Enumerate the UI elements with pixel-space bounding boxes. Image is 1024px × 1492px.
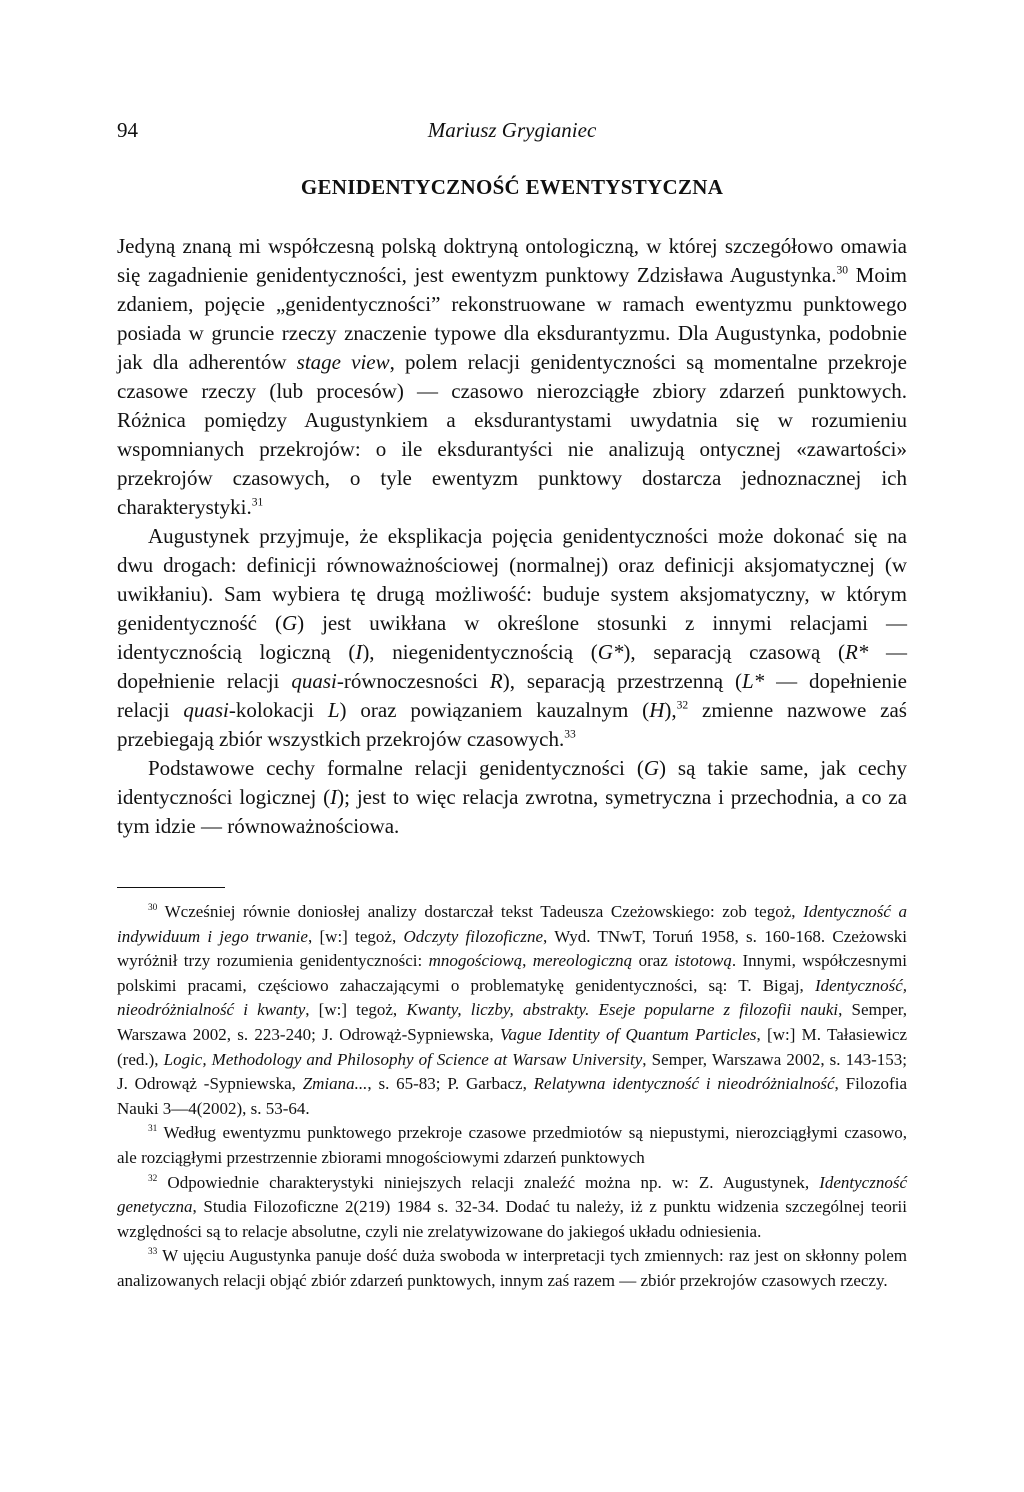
- footnote-ref[interactable]: 31: [251, 496, 264, 509]
- main-text: [117, 232, 907, 841]
- footnote-ref[interactable]: 30: [836, 264, 849, 277]
- footnote: $^{30}$ Wcześniej równie doniosłej analizy dostarczał tekst Tadeusza Czeżowskiego: zob tegoż, Identyczność a indywiduum i jego trwanie, [w:] tegoż, Odczyty filozoficzne, Wyd. TNwT, Toruń 1958, s. 160-168. Czeżowski wyróżnił trzy rozumienia genidentyczności: mnogościową, mereologiczną oraz istotową. Innymi, współczesnymi polskimi pracami, częściowo zahaczającymi o problematykę genidentyczności, są: T. Bigaj, Identyczność, nieodróżnialność i kwanty, [w:] tegoż, Kwanty, liczby, abstrakty. Eseje popularne z filozofii nauki, Semper, Warszawa 2002, s. 223-240; J. Odrowąż-Sypniewska, Vague Identity of Quantum Particles, [w:] M. Tałasiewicz (red.), Logic, Methodology and Philosophy of Science at Warsaw University, Semper, Warszawa 2002, s. 143-153; J. Odrowąż -Sypniewska, Zmiana..., s. 65-83; P. Garbacz, Relatywna identyczność i nieodróżnialność, Filozofia Nauki 3—4(2002), s. 53-64.: [117, 902, 908, 1118]
- footnote-ref[interactable]: 33: [564, 728, 576, 741]
- footnote-ref[interactable]: 32: [676, 699, 689, 712]
- page-number: 94: [117, 118, 138, 142]
- footnote-number: 31: [148, 1124, 158, 1135]
- footnote-number: 33: [148, 1247, 158, 1258]
- footnote: $^{32}$ Odpowiednie charakterystyki niniejszych relacji znaleźć można np. w: Z. Augustynek, Identyczność genetyczna, Studia Filozoficzne 2(219) 1984 s. 32-34. Dodać tu należy, iż z punktu widzenia szczególnej teorii względności są to relacje absolutne, czyli nie zrelatywizowane do jakiegoś układu odniesienia.: [117, 1172, 907, 1241]
- footnote-number: 30: [148, 903, 158, 913]
- footnote: $^{33}$ W ujęciu Augustynka panuje dość duża swoboda w interpretacji tych zmiennych: raz jest on skłonny polem analizowanych relacji objąć zbiór zdarzeń punktowych, innym zaś razem — zbiór przekrojów czasowych rzeczy.: [117, 1246, 907, 1290]
- paragraph: Podstawowe cechy formalne relacji genidentyczności (G) są takie same, jak cechy identyczności logicznej (I); jest to więc relacja zwrotna, symetryczna i przechodnia, a co za tym idzie — równoważnościowa.: [117, 756, 907, 838]
- page-header: [117, 118, 907, 148]
- footnote-separator: [117, 887, 225, 888]
- footnote-number: 32: [148, 1173, 158, 1184]
- paragraph: Jedyną znaną mi współczesną polską doktryną ontologiczną, w której szczegółowo omawia się zagadnienie genidentyczności, jest ewentyzm punktowy Zdzisława Augustynka.$^{30}$ Moim zdaniem, pojęcie „genidentyczności” rekonstruowane w ramach ewentyzmu punktowego posiada w gruncie rzeczy znaczenie typowe dla eksdurantyzmu. Dla Augustynka, podobnie jak dla adherentów stage view, polem relacji genidentyczności są momentalne przekroje czasowe rzeczy (lub procesów) — czasowo nierozciągłe zbiory zdarzeń punktowych. Różnica pomiędzy Augustynkiem a eksdurantystami uwydatnia się w rozumieniu wspomnianych przekrojów: o ile eksdurantyści nie analizują ontycznej «zawartości» przekrojów czasowych, o tyle ewentyzm punktowy dostarcza jednoznacznej ich charakterystyki.$^{31}$: [117, 234, 907, 519]
- running-head-author: Mariusz Grygianiec: [427, 118, 597, 142]
- footnotes: [117, 900, 907, 1294]
- section-title: GENIDENTYCZNOŚĆ EWENTYSTYCZNA: [300, 175, 724, 199]
- footnote: $^{31}$ Według ewentyzmu punktowego przekroje czasowe przedmiotów są niepustymi, nierozciągłymi czasowo, ale rozciągłymi przestrzennie zbiorami mnogościowymi zdarzeń punktowych: [117, 1123, 907, 1167]
- paragraph: Augustynek przyjmuje, że eksplikacja pojęcia genidentyczności może dokonać się na dwu drogach: definicji równoważnościowej (normalnej) oraz definicji aksjomatycznej (w uwikłaniu). Sam wybiera tę drugą możliwość: buduje system aksjomatyczny, w którym genidentyczność (G) jest uwikłana w określone stosunki z innymi relacjami — identycznością logiczną (I), niegenidentycznością (G*), separacją czasową (R* — dopełnienie relacji quasi-równoczesności R), separacją przestrzenną (L* — dopełnienie relacji quasi-kolokacji L) oraz powiązaniem kauzalnym (H),$^{32}$ zmienne nazwowe zaś przebiegają zbiór wszystkich przekrojów czasowych.$^{33}$: [117, 524, 907, 751]
